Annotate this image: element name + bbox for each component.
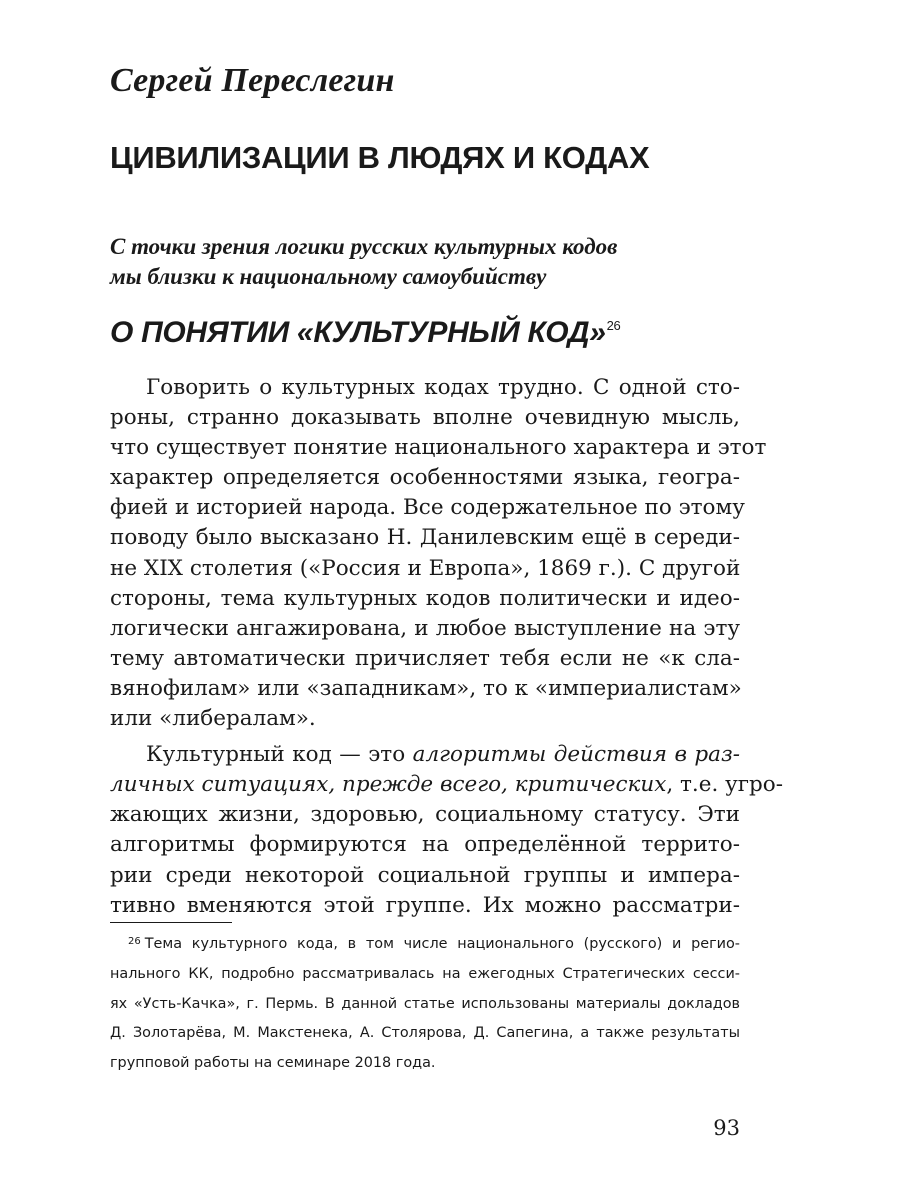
paragraph-2-line [110, 770, 784, 800]
paragraph-2-line: жающих жизни, здоровью, социальному статусу. Эти [110, 802, 740, 828]
paragraph-1-line: логически ангажирована, и любое выступление на эту [110, 615, 740, 641]
paragraph-1-line: что существует понятие национального характера и этот [110, 435, 767, 461]
paragraph-1-line: характер определяется особенностями языка, геогра- [110, 465, 740, 491]
subtitle-line: мы близки к национальному самоубийству [110, 264, 547, 289]
footnote-line: групповой работы на семинаре 2018 года. [110, 1055, 436, 1072]
paragraph-2-text: , т.е. угро- [666, 772, 784, 798]
paragraph-2-line: тивно вменяются этой группе. Их можно рассматри- [110, 892, 740, 918]
paragraph-1-line: или «либералам». [110, 706, 316, 732]
paragraph-1-line: роны, странно доказывать вполне очевидную мысль, [110, 405, 740, 431]
author-name: Сергей Переслегин [110, 62, 395, 99]
footnote [110, 930, 740, 1079]
paragraph-2-emphasis: алгоритмы действия в раз- [412, 742, 740, 768]
paragraph-2-line: рии среди некоторой социальной группы и импера- [110, 862, 740, 888]
footnote-line: Д. Золотарёва, М. Макстенека, А. Столярова, Д. Сапегина, а также результаты [110, 1025, 740, 1042]
body-text [110, 373, 784, 921]
paragraph-1-line: поводу было высказано Н. Данилевским ещё в середи- [110, 525, 740, 551]
paragraph-1-line: фией и историей народа. Все содержательное по этому [110, 495, 745, 521]
subtitle-line: С точки зрения логики русских культурных кодов [110, 234, 618, 259]
paragraph-2-text: Культурный код — это [146, 742, 413, 768]
page-number: 93 [713, 1116, 740, 1140]
paragraph-1-line: стороны, тема культурных кодов политически и идео- [110, 585, 740, 611]
section-heading [110, 316, 620, 350]
footnote-line: нального КК, подробно рассматривалась на ежегодных Стратегических сесси- [110, 965, 740, 982]
article-subtitle [110, 232, 617, 292]
article-title: ЦИВИЛИЗАЦИИ В ЛЮДЯХ И КОДАХ [110, 140, 650, 175]
paragraph-2-line [110, 740, 740, 770]
footnote-number: 26 [128, 936, 141, 947]
paragraph-1-line: тему автоматически причисляет тебя если не «к сла- [110, 645, 740, 671]
paragraph-1-line: вянофилам» или «западникам», то к «империалистам» [110, 675, 742, 701]
footnote-line: ях «Усть-Качка», г. Пермь. В данной статье использованы материалы докладов [110, 995, 740, 1012]
footnote-divider [110, 922, 232, 923]
paragraph-1-line: Говорить о культурных кодах трудно. С одной сто- [146, 375, 740, 400]
footnote-reference: 26 [606, 318, 621, 333]
footnote-line [110, 930, 740, 960]
section-heading-text: О ПОНЯТИИ «КУЛЬТУРНЫЙ КОД» [110, 316, 606, 349]
paragraph-2-emphasis: личных ситуациях, прежде всего, критических [110, 772, 667, 798]
paragraph-2-line: алгоритмы формируются на определённой террито- [110, 832, 740, 858]
footnote-text: Тема культурного кода, в том числе национального (русского) и регио- [144, 936, 740, 952]
paragraph-1-line: не XIX столетия («Россия и Европа», 1869 г.). С другой [110, 555, 741, 581]
